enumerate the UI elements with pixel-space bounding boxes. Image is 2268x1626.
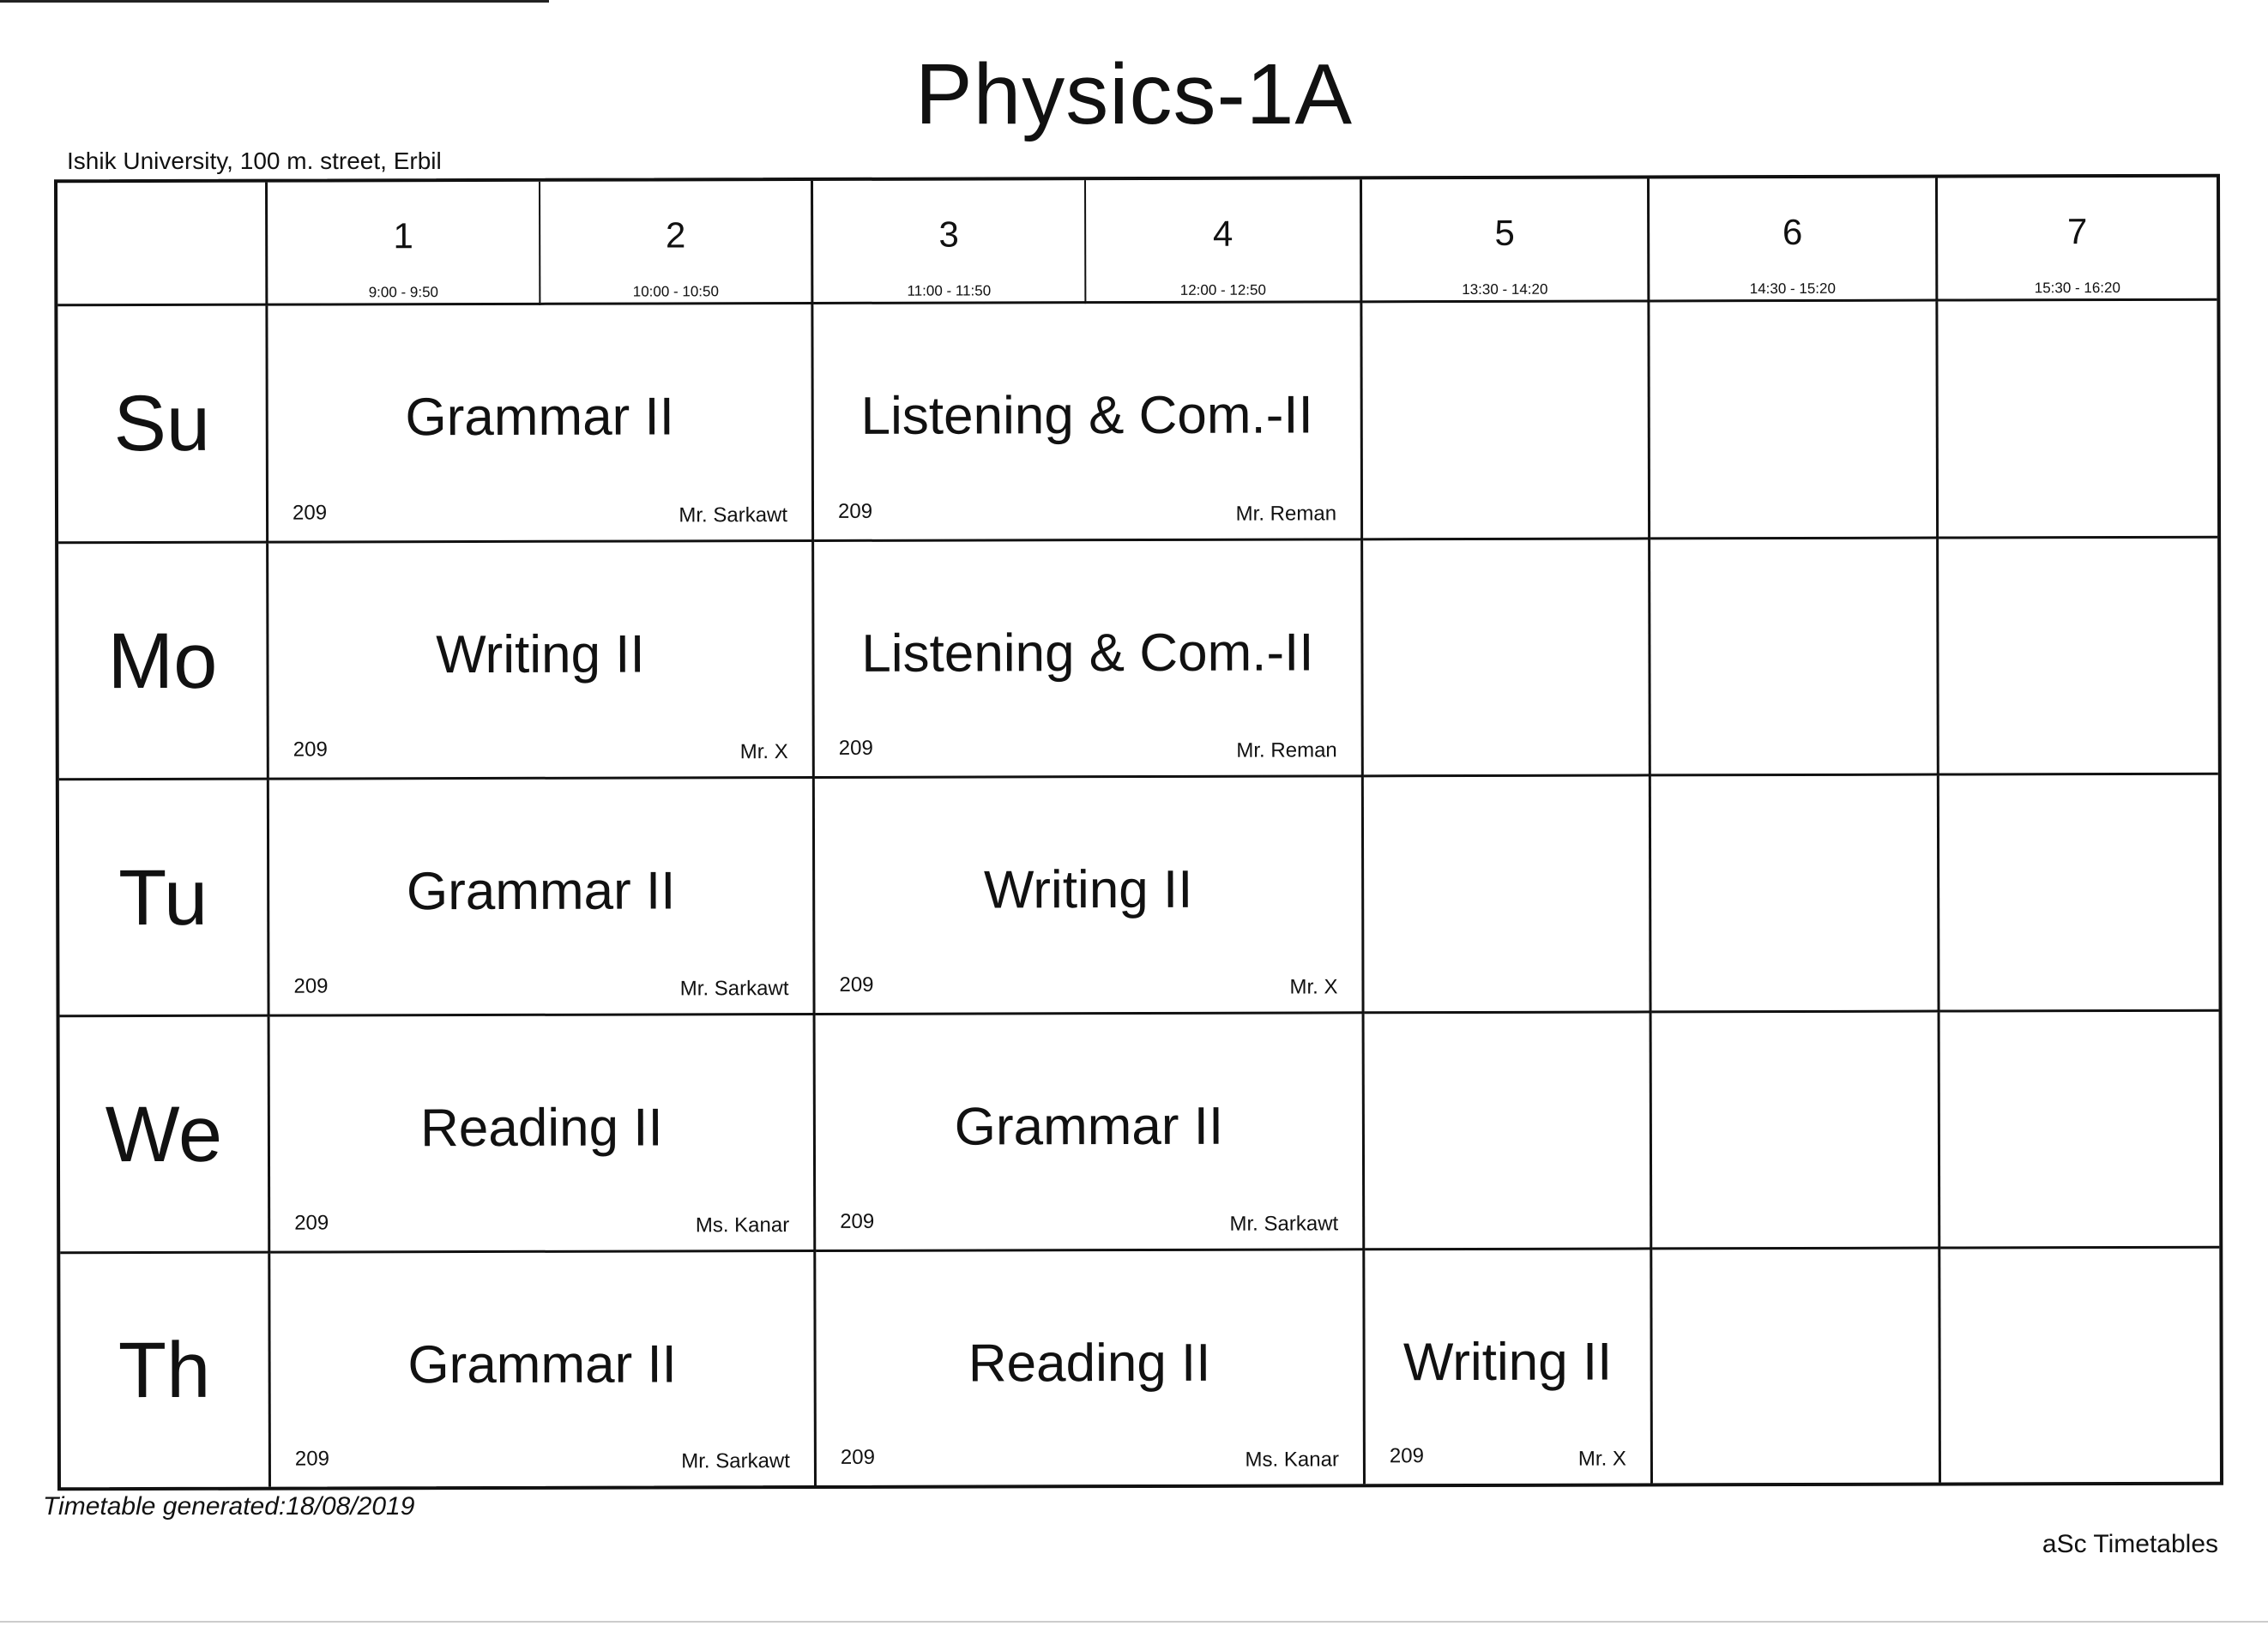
lesson-teacher: Mr. Reman bbox=[1236, 738, 1337, 762]
day-label-su bbox=[57, 306, 268, 545]
empty-cell bbox=[1939, 539, 2218, 776]
school-address: Ishik University, 100 m. street, Erbil bbox=[67, 148, 442, 174]
page-title: Physics-1A bbox=[914, 46, 1354, 142]
period-time: 10:00 - 10:50 bbox=[632, 283, 719, 300]
empty-cell bbox=[1939, 775, 2219, 1013]
period-header-5 bbox=[1362, 178, 1650, 303]
lesson-room: 209 bbox=[292, 501, 328, 525]
empty-cell bbox=[1365, 1013, 1653, 1250]
day-name: Th bbox=[118, 1326, 211, 1415]
lesson-cell bbox=[269, 779, 816, 1017]
empty-cell bbox=[1363, 539, 1651, 777]
period-number: 6 bbox=[1782, 211, 1803, 253]
period-time: 11:00 - 11:50 bbox=[907, 282, 992, 299]
lesson-teacher: Mr. X bbox=[1289, 975, 1338, 999]
lesson-room: 209 bbox=[838, 736, 873, 760]
paper-bottom-edge bbox=[0, 1621, 2268, 1623]
empty-cell bbox=[1362, 302, 1650, 540]
lesson-cell bbox=[270, 1015, 817, 1254]
lesson-room: 209 bbox=[840, 1445, 875, 1469]
lesson-subject: Listening & Com.-II bbox=[860, 385, 1313, 446]
lesson-teacher: Mr. Sarkawt bbox=[679, 977, 789, 1001]
generated-date: Timetable generated:18/08/2019 bbox=[43, 1492, 415, 1521]
day-name: Su bbox=[113, 379, 211, 468]
lesson-teacher: Mr. Sarkawt bbox=[1229, 1212, 1339, 1236]
lesson-room: 209 bbox=[837, 499, 873, 523]
lesson-teacher: Ms. Kanar bbox=[1245, 1448, 1339, 1472]
lesson-subject: Listening & Com.-II bbox=[861, 623, 1314, 684]
empty-cell bbox=[1652, 1250, 1941, 1484]
lesson-teacher: Ms. Kanar bbox=[695, 1213, 790, 1238]
period-header-1 bbox=[268, 182, 540, 306]
lesson-subject: Writing II bbox=[436, 624, 645, 685]
period-number: 5 bbox=[1494, 212, 1515, 253]
period-time: 14:30 - 15:20 bbox=[1749, 280, 1836, 298]
period-number: 1 bbox=[393, 215, 413, 256]
lesson-cell bbox=[1365, 1250, 1653, 1484]
lesson-cell bbox=[815, 777, 1365, 1015]
lesson-subject: Grammar II bbox=[406, 861, 676, 922]
empty-cell bbox=[1650, 539, 1939, 777]
day-label-th bbox=[60, 1254, 271, 1488]
lesson-cell bbox=[814, 540, 1364, 779]
period-number: 7 bbox=[2066, 211, 2088, 252]
lesson-teacher: Mr. X bbox=[1577, 1447, 1626, 1471]
lesson-teacher: Mr. Sarkawt bbox=[679, 503, 788, 527]
period-header-3 bbox=[813, 180, 1086, 304]
lesson-room: 209 bbox=[839, 973, 874, 997]
lesson-room: 209 bbox=[293, 974, 329, 998]
period-time: 12:00 - 12:50 bbox=[1179, 281, 1266, 298]
period-number: 2 bbox=[665, 214, 686, 256]
period-time: 15:30 - 16:20 bbox=[2034, 280, 2120, 297]
period-number: 4 bbox=[1212, 213, 1234, 254]
lesson-subject: Reading II bbox=[419, 1098, 663, 1159]
lesson-subject: Writing II bbox=[1402, 1332, 1613, 1393]
period-header-7 bbox=[1938, 178, 2217, 302]
lesson-room: 209 bbox=[294, 1211, 329, 1235]
day-name: Mo bbox=[107, 617, 218, 705]
lesson-cell bbox=[268, 542, 815, 780]
empty-cell bbox=[1650, 302, 1939, 540]
lesson-subject: Grammar II bbox=[407, 1334, 677, 1395]
lesson-room: 209 bbox=[1389, 1444, 1424, 1468]
empty-cell bbox=[1940, 1012, 2220, 1250]
period-header-2 bbox=[540, 181, 813, 305]
corner-cell bbox=[57, 183, 268, 307]
lesson-room: 209 bbox=[294, 1447, 329, 1471]
period-number: 3 bbox=[938, 214, 959, 255]
lesson-subject: Grammar II bbox=[405, 387, 675, 448]
timetable-grid bbox=[54, 174, 2223, 1491]
lesson-cell bbox=[268, 304, 814, 544]
day-name: Tu bbox=[118, 853, 208, 942]
lesson-subject: Reading II bbox=[968, 1333, 1211, 1394]
lesson-teacher: Mr. Sarkawt bbox=[681, 1449, 790, 1473]
lesson-teacher: Mr. X bbox=[739, 740, 788, 764]
day-label-tu bbox=[59, 780, 270, 1018]
period-time: 9:00 - 9:50 bbox=[368, 284, 439, 301]
lesson-cell bbox=[816, 1014, 1366, 1252]
day-label-we bbox=[60, 1017, 271, 1255]
brand-footer: aSc Timetables bbox=[2042, 1530, 2218, 1558]
lesson-teacher: Mr. Reman bbox=[1235, 502, 1337, 526]
day-name: We bbox=[105, 1090, 223, 1178]
period-header-4 bbox=[1086, 179, 1362, 304]
lesson-subject: Writing II bbox=[983, 859, 1193, 920]
lesson-room: 209 bbox=[840, 1209, 875, 1233]
empty-cell bbox=[1652, 1013, 1941, 1250]
empty-cell bbox=[1938, 301, 2217, 539]
empty-cell bbox=[1940, 1249, 2220, 1483]
paper-top-edge bbox=[0, 0, 549, 3]
empty-cell bbox=[1651, 776, 1940, 1014]
period-header-6 bbox=[1650, 178, 1938, 303]
day-label-mo bbox=[58, 544, 269, 781]
lesson-room: 209 bbox=[293, 738, 328, 762]
lesson-subject: Grammar II bbox=[954, 1096, 1224, 1157]
period-time: 13:30 - 14:20 bbox=[1462, 280, 1548, 298]
lesson-cell bbox=[816, 1250, 1366, 1485]
empty-cell bbox=[1364, 776, 1652, 1014]
lesson-cell bbox=[270, 1252, 817, 1487]
lesson-cell bbox=[813, 303, 1363, 542]
